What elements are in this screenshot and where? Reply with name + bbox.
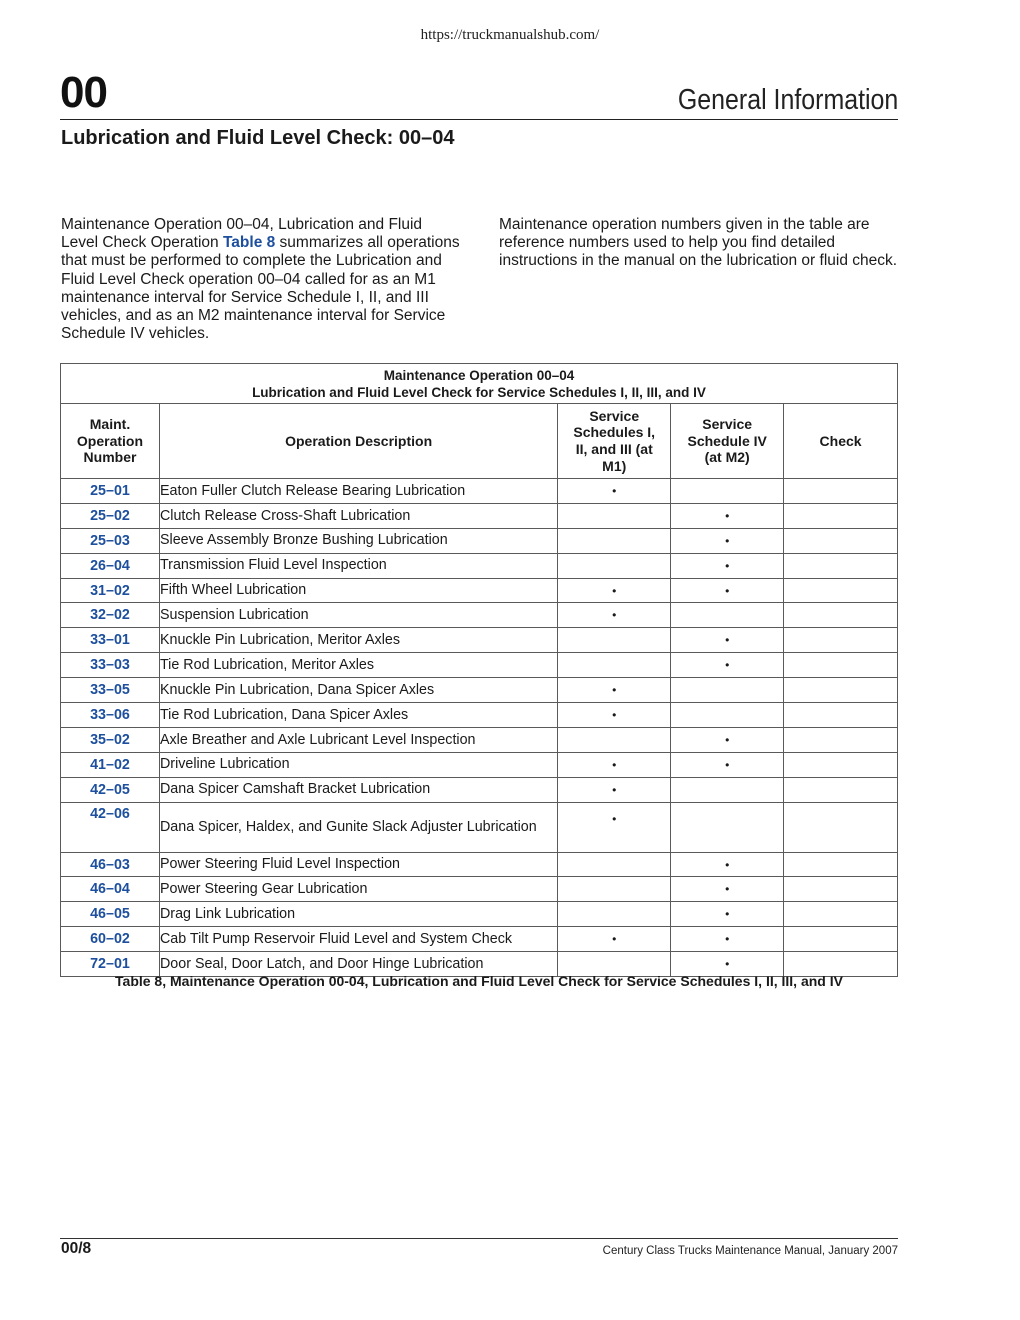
schedule-m2-mark: • [671,877,784,902]
schedule-m2-mark [671,777,784,802]
page-number: 00/8 [61,1240,92,1257]
table-caption-line2: Lubrication and Fluid Level Check for Service Schedules I, II, III, and IV [252,384,706,400]
operation-number-link[interactable]: 42–06 [61,802,160,852]
operation-number-link[interactable]: 26–04 [61,553,160,578]
check-cell[interactable] [784,479,898,504]
operation-description: Drag Link Lubrication [159,902,557,927]
check-cell[interactable] [784,727,898,752]
operation-number-link[interactable]: 35–02 [61,727,160,752]
operation-description: Tie Rod Lubrication, Meritor Axles [159,653,557,678]
operation-description: Clutch Release Cross-Shaft Lubrication [159,503,557,528]
table-row [61,777,898,802]
operation-number-link[interactable]: 25–01 [61,479,160,504]
operation-description: Sleeve Assembly Bronze Bushing Lubrication [159,528,557,553]
check-cell[interactable] [784,678,898,703]
operation-description: Knuckle Pin Lubrication, Meritor Axles [159,628,557,653]
schedule-m1-mark [558,727,671,752]
schedule-m2-mark: • [671,727,784,752]
schedule-m1-mark [558,528,671,553]
check-cell[interactable] [784,902,898,927]
check-cell[interactable] [784,628,898,653]
schedule-m1-mark: • [558,752,671,777]
check-cell[interactable] [784,653,898,678]
table-row [61,653,898,678]
schedule-m1-mark [558,503,671,528]
table-row [61,902,898,927]
schedule-m2-mark: • [671,553,784,578]
manual-title: Century Class Trucks Maintenance Manual, January 2007 [602,1245,898,1257]
column-header-number: Maint. Operation Number [61,404,160,479]
operation-description: Fifth Wheel Lubrication [159,578,557,603]
operation-number-link[interactable]: 46–03 [61,852,160,877]
operation-description: Door Seal, Door Latch, and Door Hinge Lubrication [159,952,557,977]
table-row [61,479,898,504]
intro-left-paragraph [61,216,461,343]
intro-right-paragraph: Maintenance operation numbers given in the table are reference numbers used to help you find detailed instructions in the manual on the lubrication or fluid check. [499,216,898,270]
intro-text-part1: Maintenance Operation 00–04, Lubrication and Fluid Level Check Operation [61,216,423,252]
intro-text-part2: summarizes all operations that must be performed to complete the Lubrication and Fluid Level Check operation 00–04 called for as an M1 maintenance interval for Service Schedule I, II, and III vehicles, and as an M2 maintenance interval for Service Schedule IV vehicles. [61,234,460,343]
schedule-m2-mark: • [671,927,784,952]
schedule-m2-mark: • [671,578,784,603]
check-cell[interactable] [784,802,898,852]
schedule-m2-mark: • [671,628,784,653]
operation-number-link[interactable]: 60–02 [61,927,160,952]
table-row [61,528,898,553]
column-header-check: Check [784,404,898,479]
operation-description: Axle Breather and Axle Lubricant Level Inspection [159,727,557,752]
schedule-m2-mark: • [671,503,784,528]
operation-number-link[interactable]: 32–02 [61,603,160,628]
schedule-m2-mark: • [671,528,784,553]
operation-number-link[interactable]: 33–03 [61,653,160,678]
operation-number-link[interactable]: 25–02 [61,503,160,528]
schedule-m1-mark: • [558,777,671,802]
operation-description: Eaton Fuller Clutch Release Bearing Lubrication [159,479,557,504]
maintenance-table [60,363,898,977]
operation-number-link[interactable]: 41–02 [61,752,160,777]
schedule-m1-mark: • [558,479,671,504]
chapter-number: 00 [60,68,107,117]
table-8-link[interactable]: Table 8 [222,234,276,252]
table-row [61,877,898,902]
schedule-m1-mark: • [558,603,671,628]
table-row [61,852,898,877]
operation-number-link[interactable]: 46–04 [61,877,160,902]
check-cell[interactable] [784,927,898,952]
check-cell[interactable] [784,528,898,553]
schedule-m2-mark: • [671,952,784,977]
schedule-m2-mark: • [671,902,784,927]
operation-description: Transmission Fluid Level Inspection [159,553,557,578]
column-header-m2: Service Schedule IV (at M2) [671,404,784,479]
footer-divider [60,1238,898,1239]
operation-number-link[interactable]: 25–03 [61,528,160,553]
operation-number-link[interactable]: 33–06 [61,703,160,728]
operation-description: Knuckle Pin Lubrication, Dana Spicer Axles [159,678,557,703]
operation-description: Dana Spicer, Haldex, and Gunite Slack Adjuster Lubrication [159,802,557,852]
table-caption-line1: Maintenance Operation 00–04 [383,367,575,383]
table-row [61,802,898,852]
table-caption-header [61,364,898,404]
operation-number-link[interactable]: 31–02 [61,578,160,603]
schedule-m1-mark: • [558,802,671,852]
table-row [61,927,898,952]
table-row [61,578,898,603]
operation-description: Suspension Lubrication [159,603,557,628]
header-divider [60,119,898,120]
table-row [61,603,898,628]
schedule-m2-mark [671,479,784,504]
table-row [61,553,898,578]
operation-number-link[interactable]: 33–05 [61,678,160,703]
table-row [61,678,898,703]
operation-description: Tie Rod Lubrication, Dana Spicer Axles [159,703,557,728]
schedule-m1-mark: • [558,703,671,728]
schedule-m2-mark [671,703,784,728]
table-row [61,628,898,653]
schedule-m2-mark [671,678,784,703]
operation-description: Dana Spicer Camshaft Bracket Lubrication [159,777,557,802]
column-header-m1: Service Schedules I, II, and III (at M1) [558,404,671,479]
check-cell[interactable] [784,603,898,628]
operation-description: Power Steering Fluid Level Inspection [159,852,557,877]
check-cell[interactable] [784,503,898,528]
schedule-m1-mark [558,852,671,877]
operation-number-link[interactable]: 33–01 [61,628,160,653]
chapter-title: General Information [677,84,898,116]
check-cell[interactable] [784,877,898,902]
check-cell[interactable] [784,777,898,802]
schedule-m1-mark: • [558,678,671,703]
operation-number-link[interactable]: 72–01 [61,952,160,977]
operation-description: Cab Tilt Pump Reservoir Fluid Level and System Check [159,927,557,952]
table-row [61,727,898,752]
column-header-description: Operation Description [159,404,557,479]
schedule-m2-mark [671,802,784,852]
check-cell[interactable] [784,852,898,877]
operation-description: Driveline Lubrication [159,752,557,777]
schedule-m1-mark [558,628,671,653]
check-cell[interactable] [784,578,898,603]
schedule-m1-mark [558,877,671,902]
schedule-m1-mark [558,653,671,678]
table-footer-caption: Table 8, Maintenance Operation 00-04, Lubrication and Fluid Level Check for Service Schedules I, II, III, and IV [115,973,843,989]
schedule-m2-mark: • [671,852,784,877]
schedule-m2-mark: • [671,752,784,777]
operation-number-link[interactable]: 42–05 [61,777,160,802]
schedule-m1-mark [558,902,671,927]
operation-description: Power Steering Gear Lubrication [159,877,557,902]
table-row [61,503,898,528]
table-row [61,703,898,728]
operation-number-link[interactable]: 46–05 [61,902,160,927]
schedule-m2-mark: • [671,653,784,678]
section-title: Lubrication and Fluid Level Check: 00–04 [61,127,455,149]
check-cell[interactable] [784,553,898,578]
schedule-m2-mark [671,603,784,628]
check-cell[interactable] [784,752,898,777]
table-body [61,479,898,977]
check-cell[interactable] [784,703,898,728]
table-row [61,752,898,777]
source-url[interactable]: https://truckmanualshub.com/ [420,27,600,43]
schedule-m1-mark: • [558,927,671,952]
schedule-m1-mark [558,553,671,578]
schedule-m1-mark: • [558,578,671,603]
